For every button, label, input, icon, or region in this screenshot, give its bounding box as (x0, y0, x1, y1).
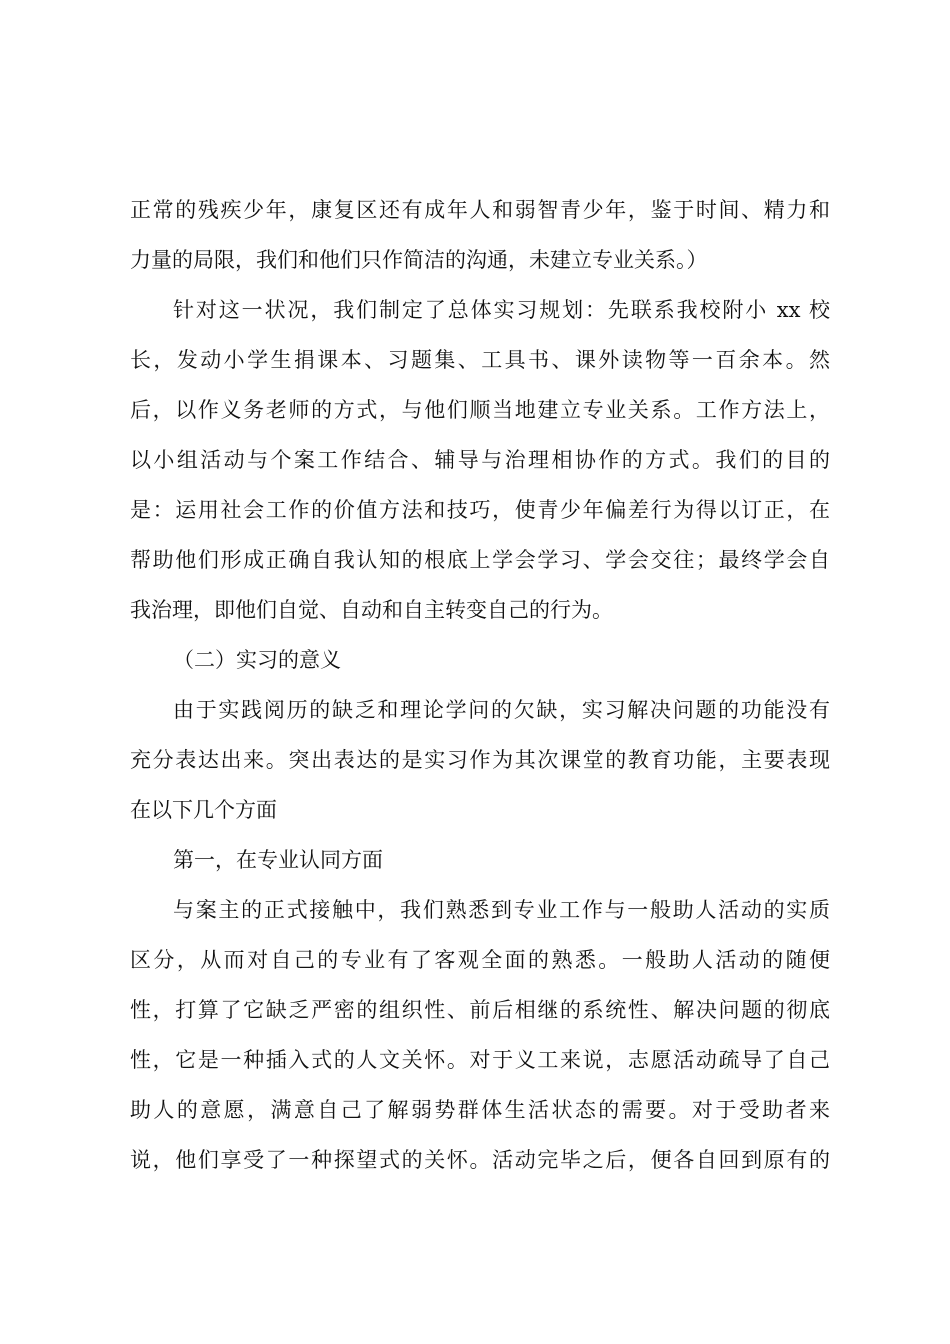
paragraph-line: 由于实践阅历的缺乏和理论学问的欠缺，实习解决问题的功能没有 (173, 698, 830, 722)
paragraph-line: 性，它是一种插入式的人文关怀。对于义工来说，志愿活动疏导了自己 (130, 1048, 830, 1072)
paragraph-line: 帮助他们形成正确自我认知的根底上学会学习、学会交往；最终学会自 (130, 548, 830, 572)
paragraph-line: 与案主的正式接触中，我们熟悉到专业工作与一般助人活动的实质 (173, 898, 830, 922)
document-body (130, 185, 830, 1185)
paragraph-line: 说，他们享受了一种探望式的关怀。活动完毕之后，便各自回到原有的 (130, 1148, 830, 1172)
paragraph-line: 助人的意愿，满意自己了解弱势群体生活状态的需要。对于受助者来 (130, 1098, 830, 1122)
paragraph-line: 长，发动小学生捐课本、习题集、工具书、课外读物等一百余本。然 (130, 348, 830, 372)
subsection-heading: 第一，在专业认同方面 (173, 848, 383, 872)
paragraph-line: 正常的残疾少年，康复区还有成年人和弱智青少年，鉴于时间、精力和 (130, 198, 830, 222)
paragraph-line: 性，打算了它缺乏严密的组织性、前后相继的系统性、解决问题的彻底 (130, 998, 830, 1022)
paragraph-line: 后，以作义务老师的方式，与他们顺当地建立专业关系。工作方法上， (130, 398, 830, 422)
paragraph-line: 是：运用社会工作的价值方法和技巧，使青少年偏差行为得以订正，在 (130, 498, 830, 522)
section-heading: （二）实习的意义 (173, 648, 341, 672)
paragraph-line: 在以下几个方面 (130, 798, 277, 822)
paragraph-line: 充分表达出来。突出表达的是实习作为其次课堂的教育功能，主要表现 (130, 748, 830, 772)
paragraph-line: 针对这一状况，我们制定了总体实习规划：先联系我校附小 xx 校 (173, 298, 830, 322)
paragraph-line: 力量的局限，我们和他们只作简洁的沟通，未建立专业关系。） (130, 248, 708, 272)
paragraph-line: 我治理，即他们自觉、自动和自主转变自己的行为。 (130, 598, 613, 622)
paragraph-line: 区分，从而对自己的专业有了客观全面的熟悉。一般助人活动的随便 (130, 948, 830, 972)
paragraph-line: 以小组活动与个案工作结合、辅导与治理相协作的方式。我们的目的 (130, 448, 830, 472)
